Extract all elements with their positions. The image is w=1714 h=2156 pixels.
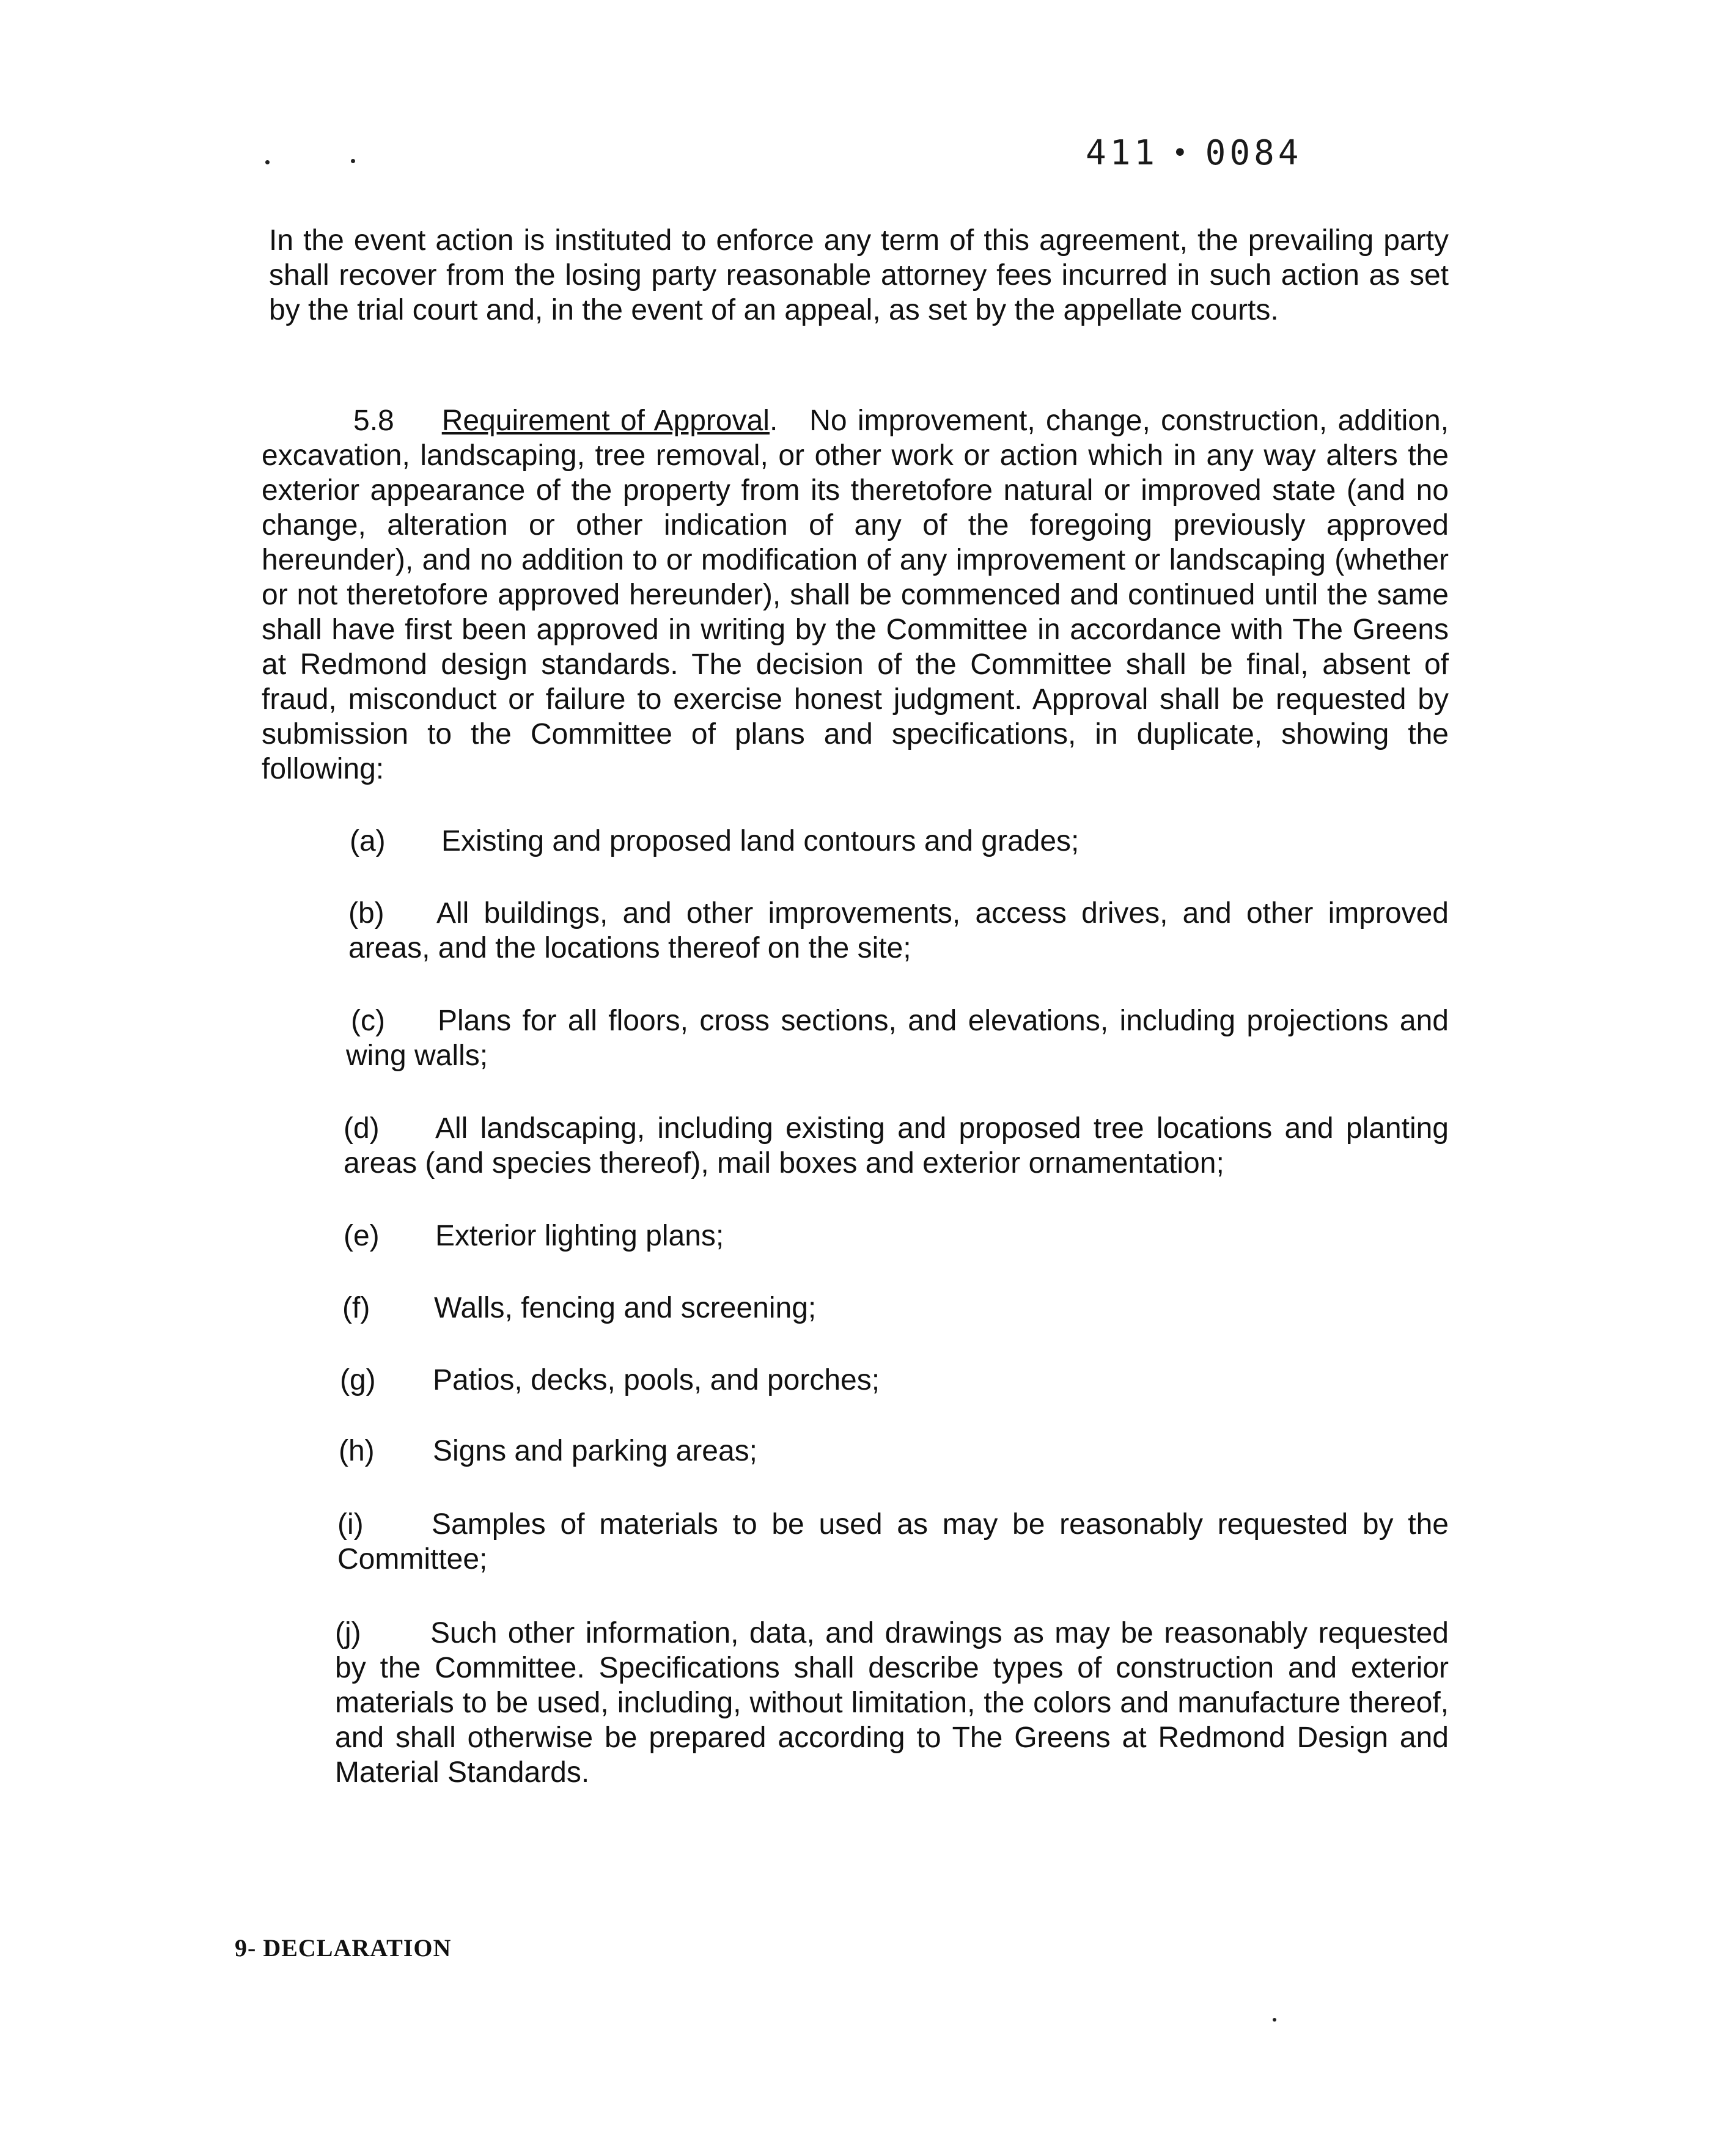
- scan-speck: [351, 159, 355, 163]
- section-heading: Requirement of Approval: [441, 405, 770, 437]
- list-item-label: (b): [348, 897, 384, 930]
- list-item-text: Plans for all floors, cross sections, and elevations, including projections and wing walls;: [346, 1005, 1449, 1072]
- section-number: 5.8: [353, 405, 394, 437]
- footer-label: 9- DECLARATION: [235, 1934, 452, 1962]
- list-item-text: Such other information, data, and drawings as may be reasonably requested by the Committee. Specifications shall describe types of construction and exterior materials to be used, including, without limitation, the colors and manufacture thereof, and shall otherwise be prepared according to The Greens at Redmond Design and Material Standards.: [335, 1617, 1449, 1789]
- book-page-number: [1086, 133, 1303, 173]
- section-heading-punct: .: [769, 405, 778, 437]
- list-item: [346, 1003, 1449, 1073]
- list-item-text: All buildings, and other improvements, access drives, and other improved areas, and the locations thereof on the site;: [348, 897, 1449, 964]
- intro-paragraph: In the event action is instituted to enforce any term of this agreement, the prevailing party shall recover from the losing party reasonable attorney fees incurred in such action as set by the trial court and, in the event of an appeal, as set by the appellate courts.: [269, 224, 1449, 326]
- list-item: [344, 1219, 1449, 1253]
- list-item-label: (e): [344, 1220, 380, 1252]
- list-item-label: (j): [335, 1617, 361, 1649]
- scan-speck: [265, 160, 270, 164]
- list-item: [337, 1507, 1449, 1577]
- list-item-text: Samples of materials to be used as may be reasonably requested by the Committee;: [337, 1508, 1449, 1575]
- book-number: 411: [1086, 133, 1159, 173]
- list-item-label: (a): [350, 825, 386, 857]
- list-item: [348, 896, 1449, 966]
- book-page-separator: •: [1172, 138, 1192, 169]
- list-item: [350, 824, 1449, 859]
- scan-speck: [1273, 2018, 1276, 2022]
- list-item: [344, 1111, 1449, 1181]
- list-item: [342, 1291, 1449, 1326]
- list-item: [335, 1616, 1449, 1790]
- list-item-text: Signs and parking areas;: [433, 1435, 757, 1467]
- list-item-text: Exterior lighting plans;: [435, 1220, 724, 1252]
- page-number: 0084: [1205, 133, 1303, 173]
- list-item-text: All landscaping, including existing and proposed tree locations and planting areas (and species thereof), mail boxes and exterior ornamentation;: [344, 1112, 1449, 1179]
- list-item-label: (f): [342, 1292, 370, 1324]
- list-item-label: (h): [339, 1435, 375, 1467]
- list-item-text: Walls, fencing and screening;: [434, 1292, 817, 1324]
- list-item-label: (i): [337, 1508, 364, 1541]
- list-item-text: Patios, decks, pools, and porches;: [433, 1364, 880, 1396]
- list-item-label: (d): [344, 1112, 380, 1145]
- list-item-label: (c): [351, 1005, 385, 1037]
- list-item: [340, 1363, 1449, 1398]
- section-5-8-paragraph: [262, 403, 1449, 787]
- list-item-text: Existing and proposed land contours and grades;: [441, 825, 1080, 857]
- list-item: [339, 1434, 1449, 1469]
- section-body: No improvement, change, construction, addition, excavation, landscaping, tree removal, or other work or action which in any way alters the exterior appearance of the property from its theretofore natural or improved state (and no change, alteration or other indication of any of the foregoing previously approved hereunder), and no addition to or modification of any improvement or landscaping (whether or not theretofore approved hereunder), shall be commenced and continued until the same shall have first been approved in writing by the Committee in accordance with The Greens at Redmond design standards. The decision of the Committee shall be final, absent of fraud, misconduct or failure to exercise honest judgment. Approval shall be requested by submission to the Committee of plans and specifications, in duplicate, showing the following:: [262, 405, 1449, 785]
- list-item-label: (g): [340, 1364, 376, 1396]
